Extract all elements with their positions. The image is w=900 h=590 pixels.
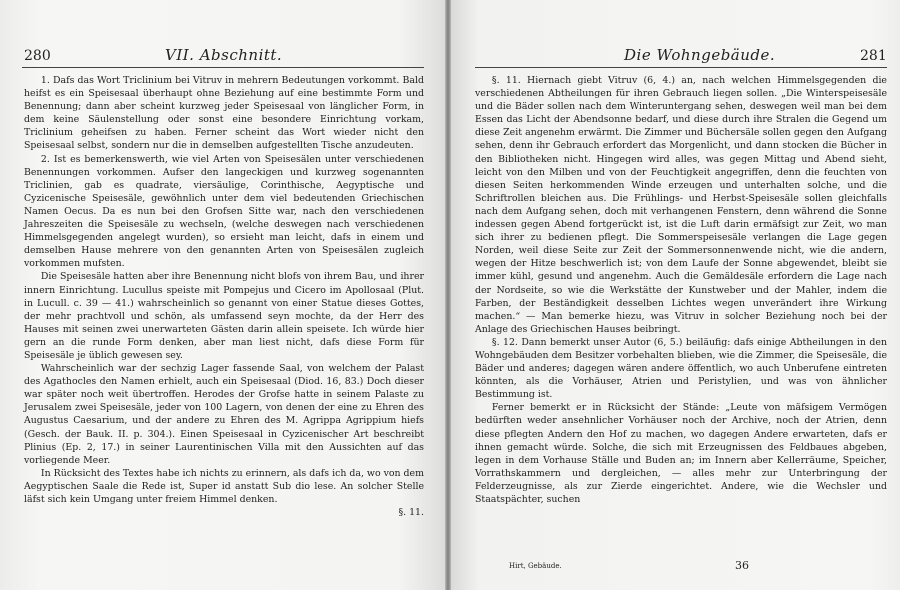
left-page (0, 0, 447, 590)
left-paragraph-2: 2. Ist es bemerkenswerth, wie viel Arten von Speisesälen unter verschiedenen Benennungen vorkommen. Aufser den langeckigen und kurzweg sogenannten Triclinien, gab es quadrate, viersäulige, Corinthische, Aegyptische und Cyzicenische Speisesäle, gewöhnlich unter dem viel bedeutenden Griechischen Namen Oecus. Da es nun bei den Grofsen Sitte war, nach den verschiedenen Jahreszeiten die Speisesäle zu wechseln, (welche deswegen nach verschiedenen Himmelsgegenden angelegt wurden), so ersieht man leicht, dafs in einem und demselben Hause mehrere von den genannten Arten von Speisesälen zugleich vorkommen mufsten. (24, 153, 424, 270)
left-catchword: §. 11. (398, 507, 424, 519)
left-header-rule (22, 67, 424, 68)
printer-signature: Hirt, Gebäude. (509, 562, 562, 570)
left-paragraph-3: Die Speisesäle hatten aber ihre Benennung nicht blofs von ihrem Bau, und ihrer innern Einrichtung. Lucullus speiste mit Pompejus und Cicero im Apollosaal (Plut. in Lucull. c. 39 — 41.) wahrscheinlich so genannt von einer Statue dieses Gottes, der mehr prachtvoll und schön, als umfassend seyn mochte, da der Herr des Hauses mit seinen zwei unerwarteten Gästen darin allein speisete. Ich würde hier gern an die runde Form denken, aber man liest nicht, dafs diese Form für Speisesäle je üblich gewesen sey. (24, 271, 424, 361)
book-gutter (445, 0, 451, 590)
right-header-rule (475, 67, 887, 68)
right-text-block (475, 74, 887, 506)
right-page-number: 281 (860, 48, 887, 64)
left-page-number: 280 (24, 48, 51, 64)
signature-mark: 36 (735, 559, 749, 572)
right-paragraph-2: §. 12. Dann bemerkt unser Autor (6, 5.) beiläufig: dafs einige Abtheilungen in den Wohngebäuden dem Besitzer vorbehalten blieben, wie die Zimmer, die Speisesäle, die Bäder und anderes; dagegen wären andere öffentlich, wo auch Unberufene eintreten könnten, als die Vorhäuser, Atrien und Peristylien, und was von ähnlicher Bestimmung ist. (475, 336, 887, 401)
left-paragraph-1: 1. Dafs das Wort Triclinium bei Vitruv in mehrern Bedeutungen vorkommt. Bald heifst es ein Speisesaal überhaupt ohne Beziehung auf eine bestimmte Form und Benennung; dann aber scheint kurzweg jeder Speisesaal von länglicher Form, in dem keine Säulenstellung oder sonst eine besondere Einrichtung vorkam, Triclinium geheifsen zu haben. Ferner scheint das Wort wieder nicht den Speisesaal selbst, sondern nur die in demselben aufgestellten Tische anzudeuten. (24, 75, 424, 152)
left-text-block (24, 74, 424, 519)
left-paragraph-4: Wahrscheinlich war der sechzig Lager fassende Saal, von welchem der Palast des Agathocles den Namen erhielt, auch ein Speisesaal (Diod. 16, 83.) Doch dieser war später noch weit übertroffen. Herodes der Grofse hatte in seinem Palaste zu Jerusalem zwei Speisesäle, jeder von 100 Lagern, von denen der eine zu Ehren des Augustus Caesarium, und der andere zu Ehren des M. Agrippa Agrippium hiefs (Gesch. der Bauk. II. p. 304.). Einen Speisesaal in Cyzicenischer Art beschreibt Plinius (Ep. 2, 17.) in seiner Laurentinischen Villa mit den Aussichten auf das vorliegende Meer. (24, 363, 424, 466)
left-running-title: VII. Abschnitt. (165, 46, 283, 64)
right-page (449, 0, 900, 590)
right-paragraph-3: Ferner bemerkt er in Rücksicht der Stände: „Leute von mäfsigem Vermögen bedürften weder ansehnlicher Vorhäuser noch der Archive, noch der Atrien, denn diese pflegten Andern den Hof zu machen, wo dagegen Andere erwarteten, dafs er ihnen gemacht würde. Solche, die sich mit Erzeugnissen des Feldbaues abgeben, legen in dem Vorhause Ställe und Buden an; im Innern aber Kellerräume, Speicher, Vorrathskammern und dergleichen, — alles mehr zur Unterbringung der Felderzeugnisse, als zur Zierde eingerichtet. Andere, wie die Wechsler und Staatspächter, suchen (475, 402, 887, 505)
right-running-title: Die Wohngebäude. (624, 46, 776, 64)
left-paragraph-5: In Rücksicht des Textes habe ich nichts zu erinnern, als dafs ich da, wo von dem Aegyptischen Saale die Rede ist, Super id anstatt Sub dio lese. An solcher Stelle läfst sich kein Umgang unter freiem Himmel denken. (24, 467, 424, 505)
right-paragraph-1: §. 11. Hiernach giebt Vitruv (6, 4.) an, nach welchen Himmelsgegenden die verschiedenen Abtheilungen für ihren Gebrauch liegen sollen. „Die Winterspeisesäle und die Bäder sollen nach dem Winteruntergang sehen, deswegen weil man bei dem Essen das Licht der Abendsonne bedarf, und diese durch ihre Stralen die Gegend um diese Zeit angenehm erwärmt. Die Zimmer und Büchersäle sollen gegen den Aufgang sehen, denn ihr Gebrauch erfordert das Morgenlicht, und dann stocken die Bücher in den Bibliotheken nicht. Hingegen wird alles, was gegen Mittag und Abend sieht, leicht von den Milben und von der Feuchtigkeit angegriffen, denn die feuchten von diesen Seiten herkommenden Winde erzeugen und unterhalten solche, und die Schriftrollen bleichen aus. Die Frühlings- und Herbst-Speisesäle sollen gleichfalls nach dem Aufgang sehen, doch mit verhangenen Fenstern, denn während die Sonne indessen gegen Abend fortgerückt ist, ist die Luft darin ermäfsigt zur Zeit, wo man sich ihrer zu bedienen pflegt. Die Sommerspeisesäle verlangen die Lage gegen Norden, weil diese Seite zur Zeit der Sommersonnenwende nicht, wie die andern, wegen der Hitze beschwerlich ist; von dem Laufe der Sonne abgewendet, bleibt sie immer kühl, gesund und angenehm. Auch die Gemäldesäle erfordern die Lage nach der Nordseite, so wie die Werkstätte der Kunstweber und der Mahler, indem die Farben, der Beständigkeit desselben Lichtes wegen unverändert ihre Wirkung machen.“ — Man bemerke hiezu, was Vitruv in solcher Beziehung noch bei der Anlage des Griechischen Hauses beibringt. (475, 75, 887, 335)
